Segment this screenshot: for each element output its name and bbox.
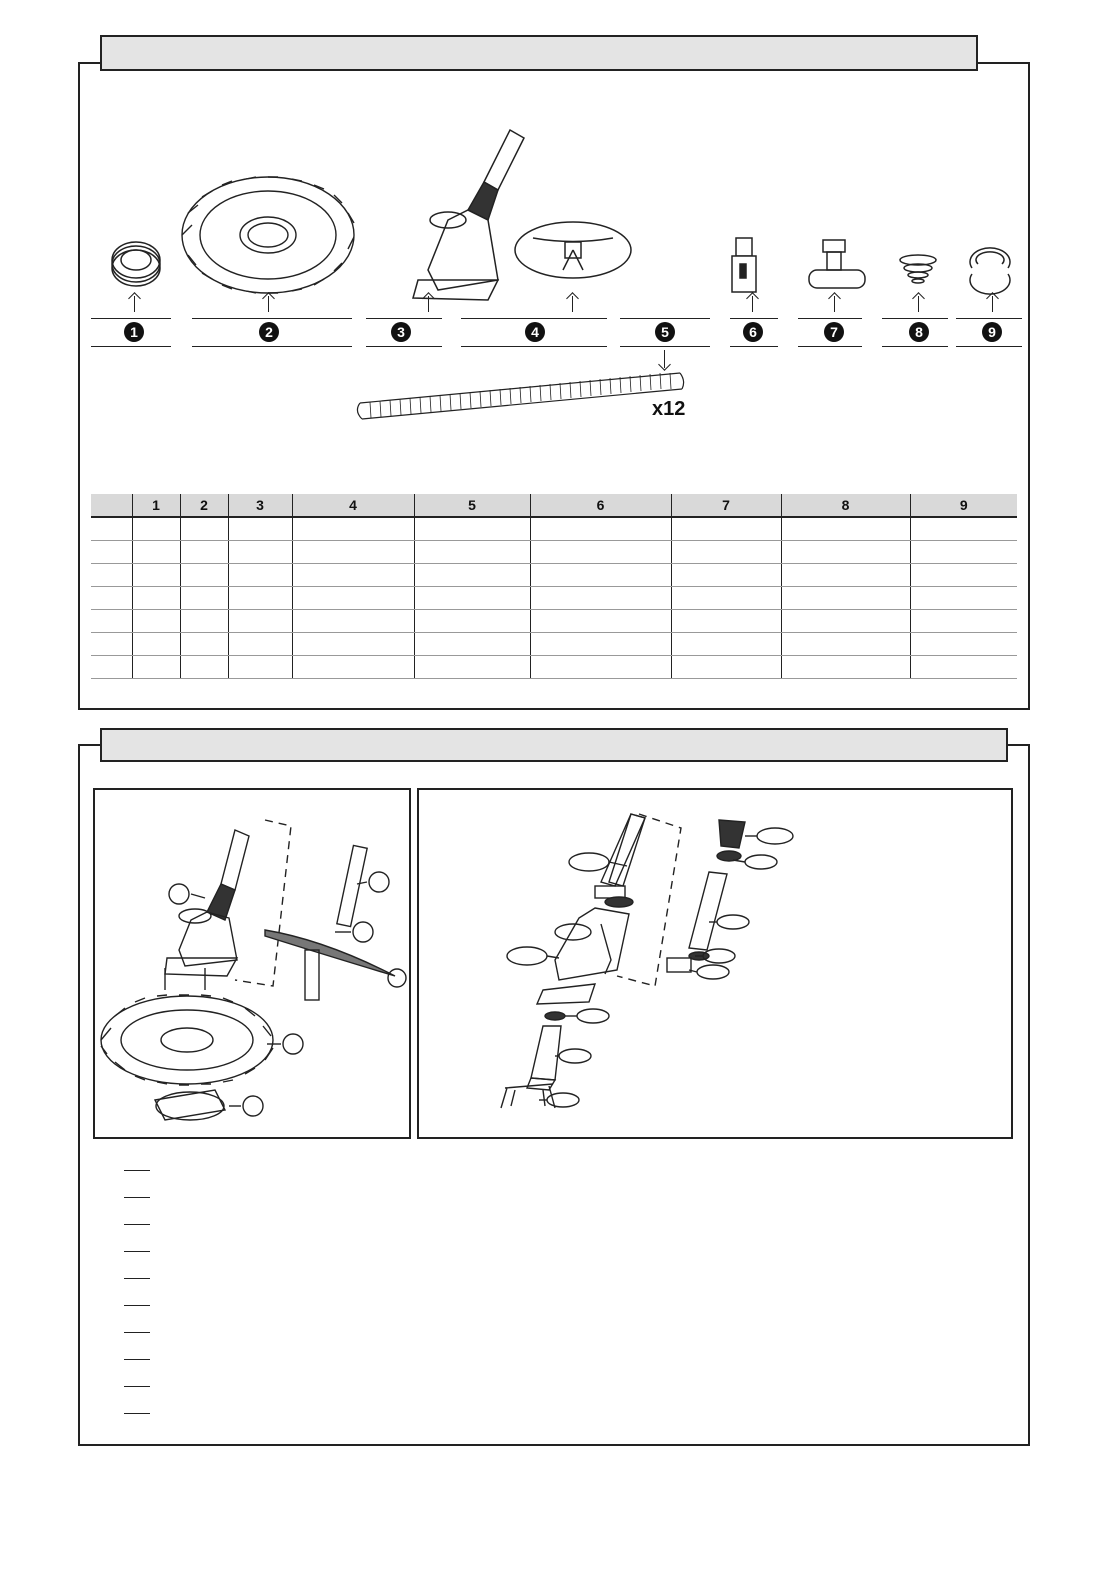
part-8-cone-drawing	[900, 255, 936, 283]
legend-line	[124, 1170, 150, 1171]
table-cell	[292, 656, 414, 679]
parts-table-header-cell: 8	[781, 494, 910, 517]
table-cell	[180, 564, 228, 587]
legend-line	[124, 1197, 150, 1198]
hose-quantity: x12	[652, 398, 686, 420]
table-cell	[910, 656, 1017, 679]
parts-table-header-cell: 2	[180, 494, 228, 517]
table-cell	[91, 517, 132, 541]
table-cell	[671, 517, 781, 541]
part-badge-4: 4	[525, 322, 545, 342]
table-cell	[292, 564, 414, 587]
table-cell	[91, 541, 132, 564]
legend-line	[124, 1305, 150, 1306]
table-cell	[530, 541, 671, 564]
table-cell	[671, 656, 781, 679]
table-row	[91, 587, 1017, 610]
part-1-arrow	[134, 296, 135, 312]
table-cell	[228, 656, 292, 679]
table-cell	[132, 656, 180, 679]
part-3-cleaner-drawing	[413, 130, 524, 300]
parts-table-header-cell: 9	[910, 494, 1017, 517]
assembly-overview-figure	[93, 788, 411, 1139]
part-9-arrow	[992, 296, 993, 312]
table-cell	[671, 610, 781, 633]
table-cell	[530, 610, 671, 633]
part-badge-2: 2	[259, 322, 279, 342]
table-cell	[292, 587, 414, 610]
part-7-valve-drawing	[809, 240, 865, 288]
table-row	[91, 633, 1017, 656]
table-cell	[781, 564, 910, 587]
part-3-arrow	[428, 296, 429, 312]
table-cell	[414, 610, 530, 633]
assembly-overview-drawing	[95, 790, 409, 1137]
table-cell	[180, 541, 228, 564]
table-cell	[910, 610, 1017, 633]
parts-panel-banner	[100, 35, 978, 71]
parts-table-header-cell: 3	[228, 494, 292, 517]
table-cell	[132, 541, 180, 564]
table-cell	[228, 541, 292, 564]
table-row	[91, 564, 1017, 587]
table-cell	[132, 517, 180, 541]
table-cell	[132, 633, 180, 656]
part-2-arrow	[268, 296, 269, 312]
table-cell	[414, 541, 530, 564]
table-cell	[910, 587, 1017, 610]
table-cell	[228, 633, 292, 656]
table-cell	[414, 587, 530, 610]
legend-line	[124, 1278, 150, 1279]
part-9-split-ring-drawing	[970, 248, 1010, 294]
part-4-deflector-drawing	[515, 222, 631, 278]
table-cell	[910, 633, 1017, 656]
legend-line	[124, 1413, 150, 1414]
assembly-panel-banner	[100, 728, 1008, 762]
table-cell	[180, 517, 228, 541]
part-1-ring-drawing	[112, 242, 160, 286]
table-cell	[781, 541, 910, 564]
table-cell	[180, 656, 228, 679]
part-badge-1: 1	[124, 322, 144, 342]
parts-table-header-cell: 4	[292, 494, 414, 517]
table-cell	[180, 610, 228, 633]
parts-table-header-cell: 6	[530, 494, 671, 517]
legend-line	[124, 1359, 150, 1360]
table-row	[91, 517, 1017, 541]
table-cell	[91, 633, 132, 656]
table-cell	[414, 564, 530, 587]
table-cell	[292, 541, 414, 564]
table-cell	[671, 633, 781, 656]
part-2-disc-drawing	[182, 177, 354, 293]
table-cell	[292, 610, 414, 633]
legend-line	[124, 1251, 150, 1252]
exploded-view-drawing	[419, 790, 1011, 1137]
table-cell	[132, 587, 180, 610]
part-badge-6: 6	[743, 322, 763, 342]
part-badge-5: 5	[655, 322, 675, 342]
table-cell	[292, 517, 414, 541]
table-cell	[292, 633, 414, 656]
part-4-arrow	[572, 296, 573, 312]
parts-table-header-cell: 7	[671, 494, 781, 517]
part-5-arrow	[664, 350, 665, 368]
table-cell	[530, 517, 671, 541]
table-cell	[671, 541, 781, 564]
part-6-adaptor-drawing	[732, 238, 756, 292]
table-cell	[781, 517, 910, 541]
part-6-arrow	[752, 296, 753, 312]
parts-illustrations	[78, 110, 1030, 430]
legend-line	[124, 1386, 150, 1387]
table-row	[91, 656, 1017, 679]
table-cell	[180, 633, 228, 656]
table-cell	[91, 564, 132, 587]
legend-line	[124, 1224, 150, 1225]
table-cell	[91, 587, 132, 610]
table-cell	[671, 564, 781, 587]
table-row	[91, 541, 1017, 564]
table-cell	[228, 610, 292, 633]
parts-table-header	[91, 494, 1017, 517]
table-cell	[91, 656, 132, 679]
table-cell	[530, 564, 671, 587]
table-cell	[910, 517, 1017, 541]
table-cell	[132, 610, 180, 633]
table-cell	[180, 587, 228, 610]
legend-line	[124, 1332, 150, 1333]
hose-drawing	[357, 373, 686, 420]
table-cell	[781, 610, 910, 633]
table-cell	[228, 564, 292, 587]
part-badge-7: 7	[824, 322, 844, 342]
table-cell	[414, 517, 530, 541]
exploded-view-figure	[417, 788, 1013, 1139]
table-cell	[530, 587, 671, 610]
table-cell	[671, 587, 781, 610]
table-cell	[228, 517, 292, 541]
table-cell	[910, 541, 1017, 564]
parts-table	[91, 494, 1017, 679]
part-badge-3: 3	[391, 322, 411, 342]
parts-table-header-cell	[91, 494, 132, 517]
part-badge-8: 8	[909, 322, 929, 342]
table-cell	[228, 587, 292, 610]
table-cell	[414, 633, 530, 656]
part-badge-9: 9	[982, 322, 1002, 342]
table-cell	[530, 633, 671, 656]
table-cell	[781, 587, 910, 610]
table-cell	[781, 633, 910, 656]
parts-table-header-cell: 1	[132, 494, 180, 517]
table-cell	[132, 564, 180, 587]
table-cell	[530, 656, 671, 679]
parts-table-header-cell: 5	[414, 494, 530, 517]
part-7-arrow	[834, 296, 835, 312]
table-cell	[91, 610, 132, 633]
table-cell	[910, 564, 1017, 587]
table-cell	[781, 656, 910, 679]
table-cell	[414, 656, 530, 679]
part-8-arrow	[918, 296, 919, 312]
table-row	[91, 610, 1017, 633]
